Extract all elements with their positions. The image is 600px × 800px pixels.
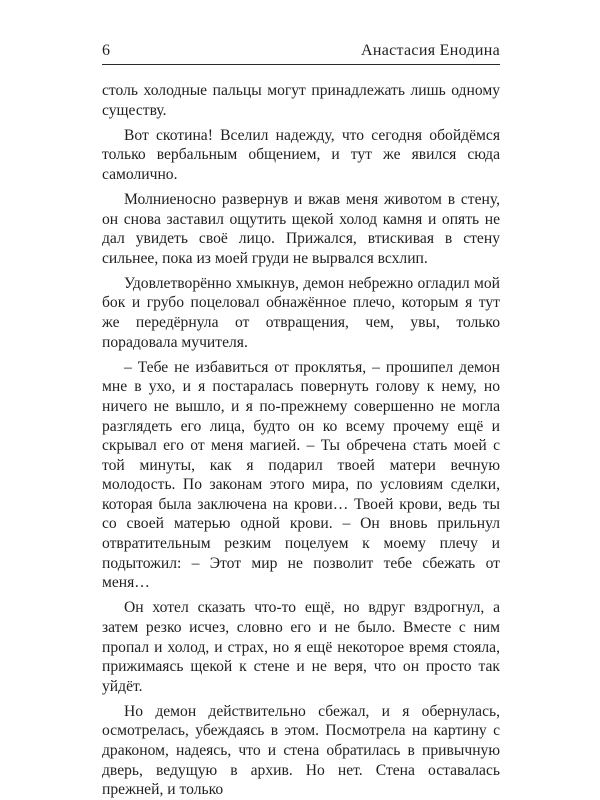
author-name: Анастасия Енодина [361,42,500,59]
body-text [102,81,500,800]
running-head [102,40,500,65]
paragraph: столь холодные пальцы могут принадлежать лишь одному существу. [102,82,500,119]
paragraph: – Тебе не избавиться от проклятья, – прошипел демон мне в ухо, и я постаралась повернуть голову к нему, но ничего не вышло, и я по-прежнему совершенно не могла разглядеть его лица, будто он ко всему прочему ещё и скрывал его от меня магией. – Ты обречена стать моей с той минуты, как я подарил твоей матери вечную молодость. По законам этого мира, по условиям сделки, которая была заключена на крови… Твоей крови, ведь ты со своей матерью одной крови. – Он вновь прильнул отвратительным резким поцелуем к моему плечу и подытожил: – Этот мир не позволит тебе сбежать от меня… [102,358,500,592]
paragraph: Вот скотина! Вселил надежду, что сегодня обойдёмся только вербальным общением, и тут же явился сюда самолично. [102,126,500,183]
paragraph: Удовлетворённо хмыкнув, демон небрежно огладил мой бок и грубо поцеловал обнажённое плечо, которым я тут же передёрнула от отвращения, чем, увы, только порадовала мучителя. [102,274,500,351]
page-number: 6 [102,42,111,59]
paragraph: Он хотел сказать что-то ещё, но вдруг вздрогнул, а затем резко исчез, словно его и не было. Вместе с ним пропал и холод, и страх, но я ещё некоторое время стояла, прижимаясь щекой к стене и не веря, что он просто так уйдёт. [102,599,500,695]
paragraph: Но демон действительно сбежал, и я обернулась, осмотрелась, убеждаясь в этом. Посмотрела на картину с драконом, надеясь, что и стена обратилась в привычную дверь, ведущую в архив. Но нет. Стена оставалась прежней, и только [102,702,500,799]
paragraph: Молниеносно развернув и вжав меня животом в стену, он снова заставил ощутить щекой холод камня и опять не дал увидеть своё лицо. Прижался, втискивая в стену сильнее, пока из моей груди не вырвался всхлип. [102,190,500,267]
